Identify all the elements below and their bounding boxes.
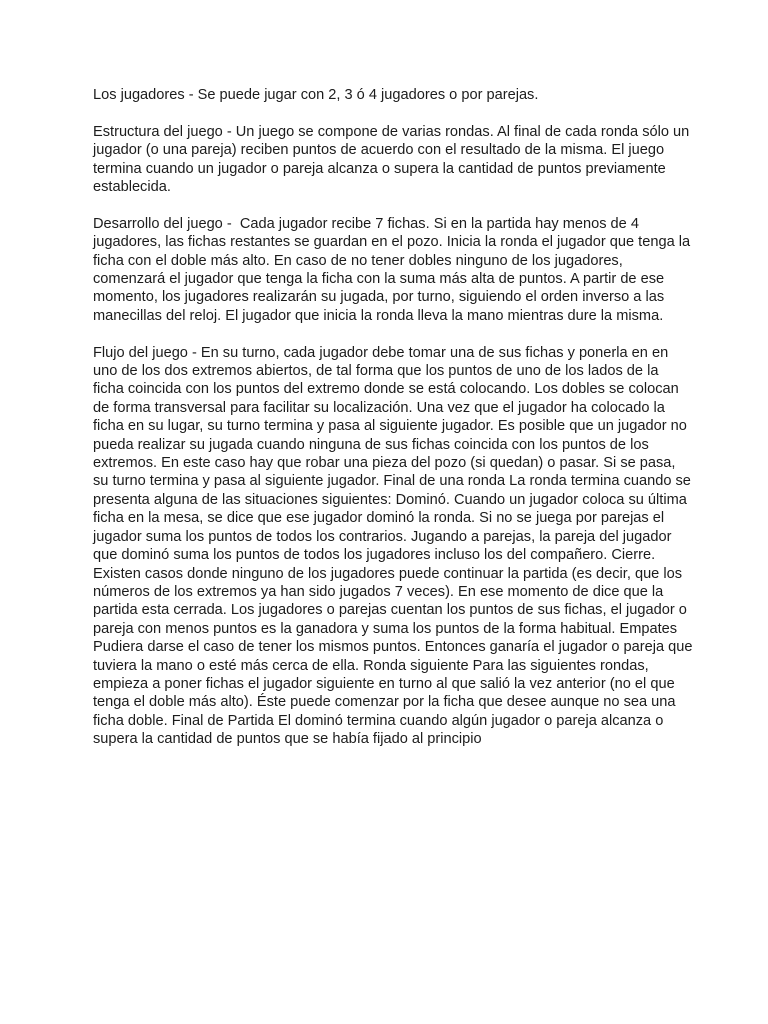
paragraph-desarrollo: Desarrollo del juego - Cada jugador recibe 7 fichas. Si en la partida hay menos de 4 jugadores, las fichas restantes se guardan en el pozo. Inicia la ronda el jugador que tenga la ficha con el doble más alto. En caso de no tener dobles ninguno de los jugadores, comenzará el jugador que tenga la ficha con la suma más alta de puntos. A partir de ese momento, los jugadores realizarán su jugada, por turno, siguiendo el orden inverso a las manecillas del reloj. El jugador que inicia la ronda lleva la mano mientras dure la misma. (93, 215, 695, 324)
document-body (93, 86, 697, 767)
paragraph-jugadores: Los jugadores - Se puede jugar con 2, 3 ó 4 jugadores o por parejas. (93, 87, 539, 103)
paragraph-flujo: Flujo del juego - En su turno, cada jugador debe tomar una de sus fichas y ponerla en en uno de los dos extremos abiertos, de tal forma que los puntos de uno de los lados de la ficha coincida con los puntos del extremo donde se está colocando. Los dobles se colocan de forma transversal para facilitar su localización. Una vez que el jugador ha colocado la ficha en su lugar, su turno termina y pasa al siguiente jugador. Es posible que un jugador no pueda realizar su jugada cuando ninguna de sus fichas coincida con los puntos de los extremos. En este caso hay que robar una pieza del pozo (si quedan) o pasar. Si se pasa, su turno termina y pasa al siguiente jugador. Final de una ronda La ronda termina cuando se presenta alguna de las situaciones siguientes: Dominó. Cuando un jugador coloca su última ficha en la mesa, se dice que ese jugador dominó la ronda. Si no se juega por parejas el jugador suma los puntos de todos los contrarios. Jugando a parejas, la pareja del jugador que dominó suma los puntos de todos los jugadores incluso los del compañero. Cierre. Existen casos donde ninguno de los jugadores puede continuar la partida (es decir, que los números de los extremos ya han sido jugados 7 veces). En ese momento de dice que la partida esta cerrada. Los jugadores o parejas cuentan los puntos de sus fichas, el jugador o pareja con menos puntos es la ganadora y suma los puntos de la forma habitual. Empates Pudiera darse el caso de tener los mismos puntos. Entonces ganaría el jugador o pareja que tuviera la mano o esté más cerca de ella. Ronda siguiente Para las siguientes rondas, empieza a poner fichas el jugador siguiente en turno al que salió la vez anterior (no el que tenga el doble más alto). Éste puede comenzar por la ficha que desee aunque no sea una ficha doble. Final de Partida El dominó termina cuando algún jugador o pareja alcanza o supera la cantidad de puntos que se había fijado al principio (93, 344, 697, 748)
paragraph-estructura: Estructura del juego - Un juego se compone de varias rondas. Al final de cada ronda sólo un jugador (o una pareja) reciben puntos de acuerdo con el resultado de la misma. El juego termina cuando un jugador o pareja alcanza o supera la cantidad de puntos previamente establecida. (93, 123, 694, 196)
